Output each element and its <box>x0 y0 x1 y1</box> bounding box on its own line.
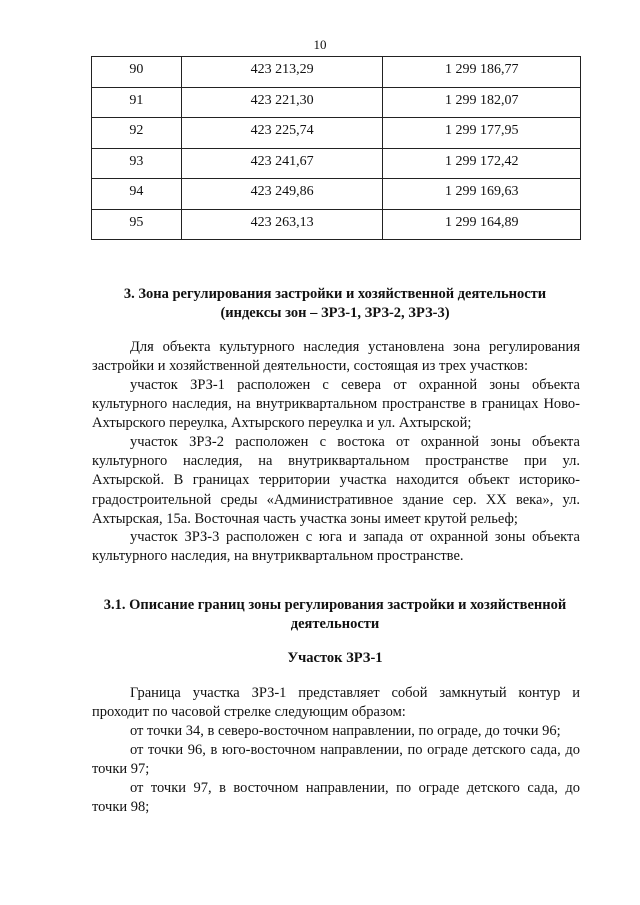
coordinates-table <box>91 56 581 240</box>
y-coordinate-cell: 1 299 182,07 <box>383 87 581 118</box>
section-3-1-heading <box>60 596 610 634</box>
y-coordinate-cell: 1 299 186,77 <box>383 57 581 88</box>
table-row <box>92 57 581 88</box>
table-row <box>92 148 581 179</box>
y-coordinate-cell: 1 299 172,42 <box>383 148 581 179</box>
point-number-cell: 92 <box>92 118 182 149</box>
table-row <box>92 209 581 240</box>
point-number-cell: 90 <box>92 57 182 88</box>
page-number: 10 <box>313 37 327 52</box>
section-3-paragraph-2: участок ЗРЗ-1 расположен с севера от охранной зоны объекта культурного наследия, на внутриквартальном пространстве в границах Ново-Ахтырского переулка, Ахтырского переулка и ул. Ахтырской; <box>92 377 580 432</box>
section-3-heading-line2: (индексы зон – ЗРЗ-1, ЗРЗ-2, ЗРЗ-3) <box>220 305 450 321</box>
x-coordinate-cell: 423 213,29 <box>181 57 383 88</box>
section-3-paragraph-3: участок ЗРЗ-2 расположен с востока от охранной зоны объекта культурного наследия, на внутриквартальном пространстве при ул. Ахтырской. В границах территории участка находится объект историко-градостроительной среды «Административное здание сер. XX века», ул. Ахтырская, 15а. Восточная часть участка зоны имеет крутой рельеф; <box>92 434 580 527</box>
table-row <box>92 118 581 149</box>
table-row <box>92 179 581 210</box>
section-3-1-heading-line1: 3.1. Описание границ зоны регулирования застройки и хозяйственной <box>103 597 567 613</box>
section-3-1-heading-line2: деятельности <box>290 616 380 632</box>
section-3-1-paragraph-4: от точки 97, в восточном направлении, по ограде детского сада, до точки 98; <box>92 780 580 816</box>
section-3-1-paragraph-3: от точки 96, в юго-восточном направлении, по ограде детского сада, до точки 97; <box>92 742 580 778</box>
x-coordinate-cell: 423 241,67 <box>181 148 383 179</box>
x-coordinate-cell: 423 249,86 <box>181 179 383 210</box>
section-3-heading <box>80 285 590 323</box>
point-number-cell: 94 <box>92 179 182 210</box>
y-coordinate-cell: 1 299 164,89 <box>383 209 581 240</box>
section-3-paragraph-1: Для объекта культурного наследия установлена зона регулирования застройки и хозяйственной деятельности, состоящая из трех участков: <box>92 339 580 375</box>
point-number-cell: 95 <box>92 209 182 240</box>
table-row <box>92 87 581 118</box>
y-coordinate-cell: 1 299 169,63 <box>383 179 581 210</box>
section-3-1-paragraph-1: Граница участка ЗРЗ-1 представляет собой замкнутый контур и проходит по часовой стрелке следующим образом: <box>92 685 580 721</box>
x-coordinate-cell: 423 221,30 <box>181 87 383 118</box>
y-coordinate-cell: 1 299 177,95 <box>383 118 581 149</box>
point-number-cell: 91 <box>92 87 182 118</box>
section-3-paragraph-4: участок ЗРЗ-3 расположен с юга и запада от охранной зоны объекта культурного наследия, на внутриквартальном пространстве. <box>92 529 580 565</box>
zrz-1-subheading: Участок ЗРЗ-1 <box>287 650 383 666</box>
point-number-cell: 93 <box>92 148 182 179</box>
section-3-heading-line1: 3. Зона регулирования застройки и хозяйственной деятельности <box>123 286 547 302</box>
x-coordinate-cell: 423 225,74 <box>181 118 383 149</box>
x-coordinate-cell: 423 263,13 <box>181 209 383 240</box>
section-3-1-paragraph-2: от точки 34, в северо-восточном направлении, по ограде, до точки 96; <box>130 723 561 739</box>
